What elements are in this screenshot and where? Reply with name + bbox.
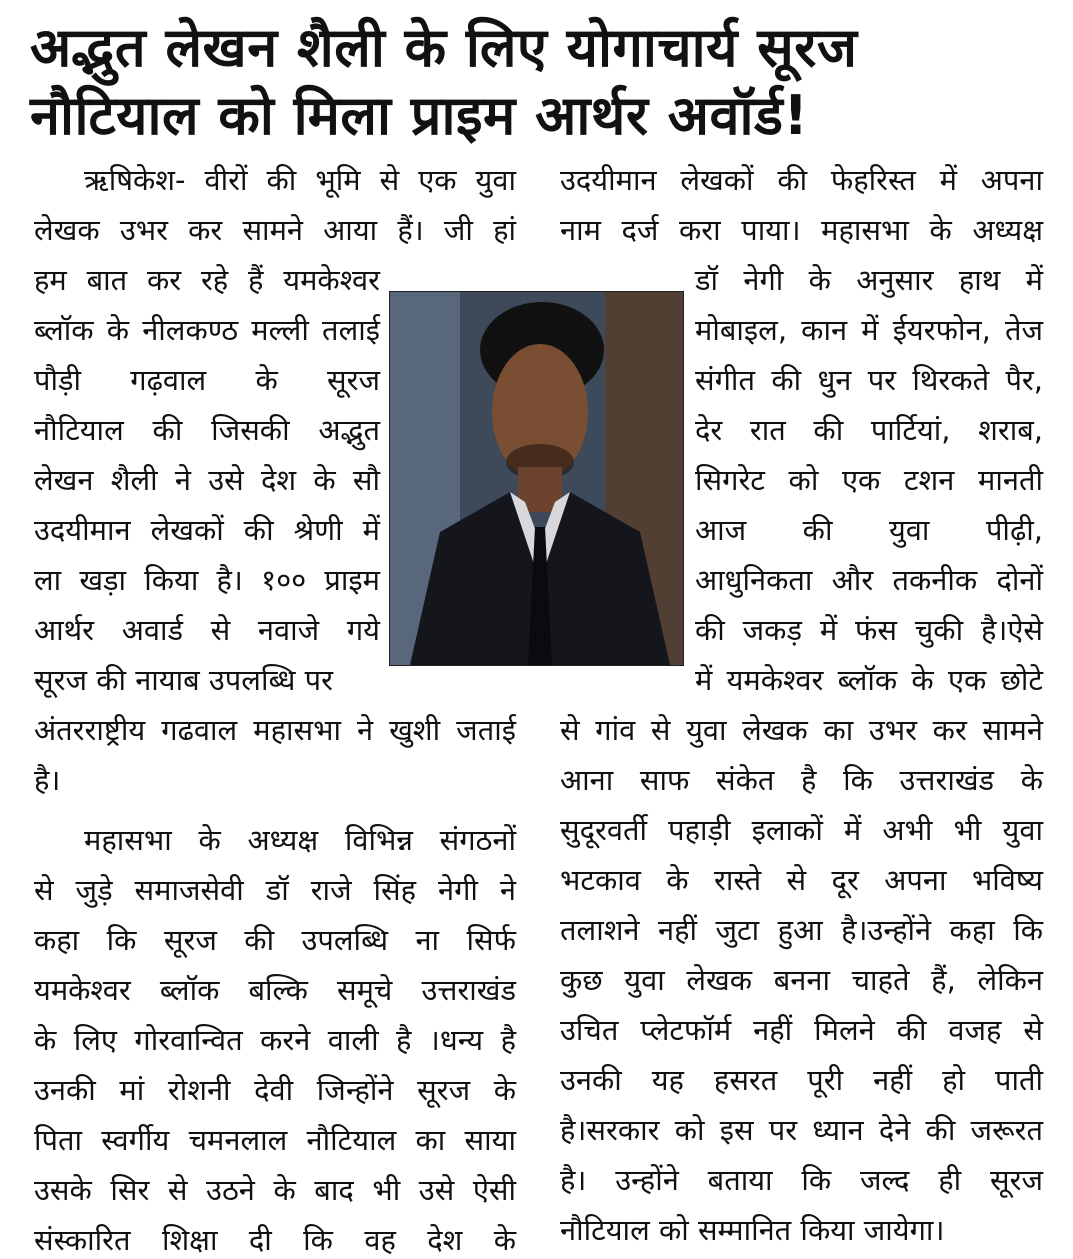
body-line: आना साफ संकेत है कि उत्तराखंड के [560, 763, 1043, 797]
body-line: डॉ नेगी के अनुसार हाथ में [695, 263, 1043, 297]
body-line: ला खड़ा किया है। १०० प्राइम [34, 563, 380, 597]
body-line: नौटियाल को सम्मानित किया जायेगा। [560, 1213, 945, 1247]
body-line: अंतरराष्ट्रीय गढवाल महासभा ने खुशी जताई [34, 713, 516, 747]
body-line: यमकेश्वर ब्लॉक बल्कि समूचे उत्तराखंड [34, 973, 516, 1007]
body-line: से जुड़े समाजसेवी डॉ राजे सिंह नेगी ने [34, 873, 516, 907]
body-line: नाम दर्ज करा पाया। महासभा के अध्यक्ष [560, 213, 1043, 247]
body-line: उनकी यह हसरत पूरी नहीं हो पाती [560, 1063, 1043, 1097]
headline-line-1: अद्भुत लेखन शैली के लिए योगाचार्य सूरज [30, 16, 858, 79]
body-line: ब्लॉक के नीलकण्ठ मल्ली तलाई [34, 313, 380, 347]
body-line: उचित प्लेटफॉर्म नहीं मिलने की वजह से [560, 1013, 1043, 1047]
body-line: संस्कारित शिक्षा दी कि वह देश के [34, 1223, 516, 1257]
body-line: उसके सिर से उठने के बाद भी उसे ऐसी [34, 1173, 516, 1207]
body-line: उनकी मां रोशनी देवी जिन्होंने सूरज के [34, 1073, 516, 1107]
body-line: हम बात कर रहे हैं यमकेश्वर [34, 263, 380, 297]
body-line: उदयीमान लेखकों की फेहरिस्त में अपना [560, 163, 1043, 197]
body-line: है। [34, 763, 61, 797]
body-line: है। उन्होंने बताया कि जल्द ही सूरज [560, 1163, 1043, 1197]
body-line: सिगरेट को एक टशन मानती [695, 463, 1043, 497]
headline-line-2: नौटियाल को मिला प्राइम आर्थर अवॉर्ड! [30, 84, 809, 147]
body-line: देर रात की पार्टियां, शराब, [695, 413, 1043, 447]
body-line: नौटियाल की जिसकी अद्भुत [34, 413, 380, 447]
body-line: लेखन शैली ने उसे देश के सौ [34, 463, 380, 497]
body-line: महासभा के अध्यक्ष विभिन्न संगठनों [84, 823, 516, 857]
body-line: भटकाव के रास्ते से दूर अपना भविष्य [560, 863, 1043, 897]
body-line: से गांव से युवा लेखक का उभर कर सामने [560, 713, 1043, 747]
body-line: आर्थर अवार्ड से नवाजे गये [34, 613, 380, 647]
body-line: पौड़ी गढ़वाल के सूरज [34, 363, 380, 397]
body-line: पिता स्वर्गीय चमनलाल नौटियाल का साया [34, 1123, 516, 1157]
body-line: लेखक उभर कर सामने आया हैं। जी हां [34, 213, 516, 247]
body-line: ऋषिकेश- वीरों की भूमि से एक युवा [84, 163, 516, 197]
body-line: आज की युवा पीढ़ी, [695, 513, 1043, 547]
article-right-column [560, 160, 1043, 1256]
body-line: सूरज की नायाब उपलब्धि पर [34, 663, 333, 697]
headline [30, 14, 1050, 150]
body-line: के लिए गोरवान्वित करने वाली है ।धन्य है [34, 1023, 516, 1057]
body-line: सुदूरवर्ती पहाड़ी इलाकों में अभी भी युवा [560, 813, 1043, 847]
body-line: की जकड़ में फंस चुकी है।ऐसे [695, 613, 1043, 647]
body-line: मोबाइल, कान में ईयरफोन, तेज [695, 313, 1043, 347]
body-line: संगीत की धुन पर थिरकते पैर, [695, 363, 1043, 397]
body-line: है।सरकार को इस पर ध्यान देने की जरूरत [560, 1113, 1043, 1147]
body-line: तलाशने नहीं जुटा हुआ है।उन्होंने कहा कि [560, 913, 1043, 947]
body-line: कहा कि सूरज की उपलब्धि ना सिर्फ [34, 923, 516, 957]
body-line: में यमकेश्वर ब्लॉक के एक छोटे [695, 663, 1043, 697]
body-line: उदयीमान लेखकों की श्रेणी में [34, 513, 380, 547]
body-line: कुछ युवा लेखक बनना चाहते हैं, लेकिन [560, 963, 1043, 997]
body-line: आधुनिकता और तकनीक दोनों [695, 563, 1043, 597]
